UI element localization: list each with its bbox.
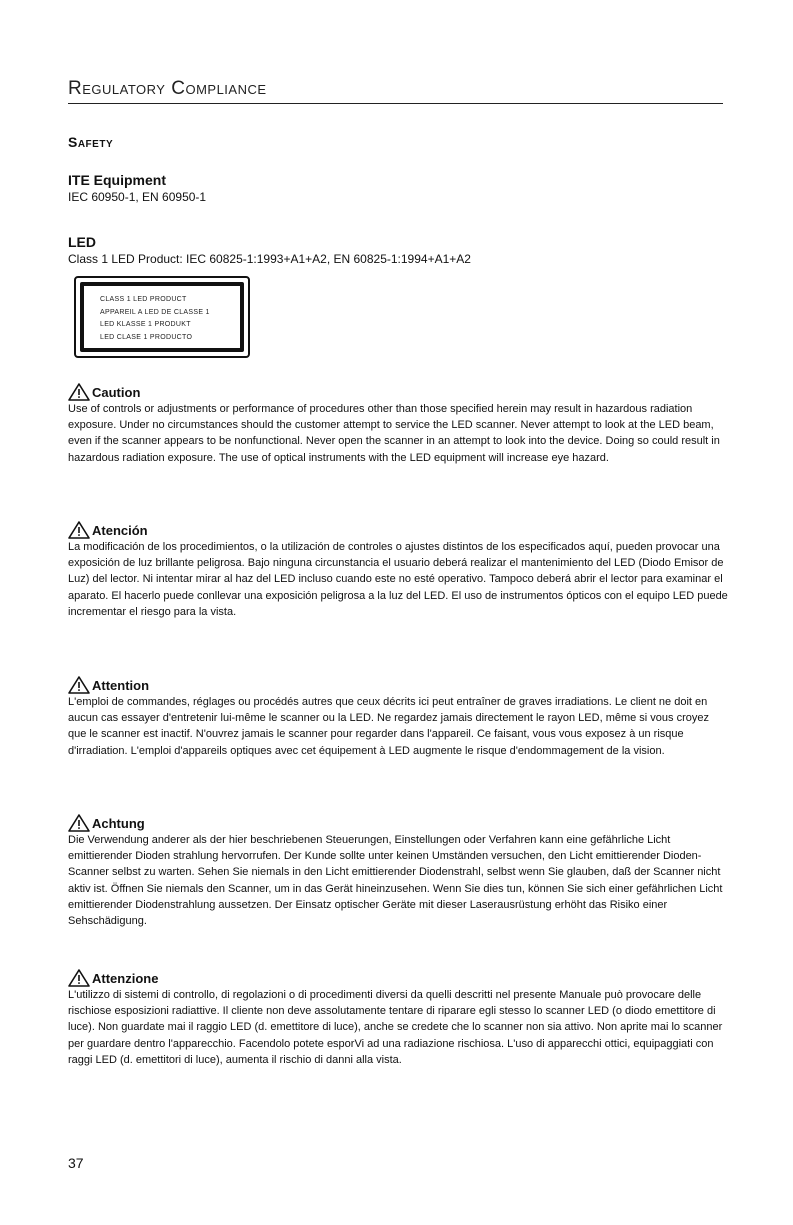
warning-triangle-icon — [68, 521, 90, 539]
section-title: Safety — [68, 134, 114, 150]
warning-triangle-icon — [68, 383, 90, 401]
warning-caution — [68, 383, 728, 466]
warning-title: Attention — [92, 677, 150, 693]
ite-standards: IEC 60950-1, EN 60950-1 — [68, 190, 207, 204]
warning-attention — [68, 676, 728, 759]
warning-title: Achtung — [92, 815, 145, 831]
warning-triangle-icon — [68, 969, 90, 987]
label-line: CLASS 1 LED PRODUCT — [100, 296, 187, 303]
label-line: APPAREIL A LED DE CLASSE 1 — [100, 308, 210, 316]
led-heading: LED — [68, 234, 96, 250]
label-body — [84, 286, 240, 348]
led-product: Class 1 LED Product: IEC 60825-1:1993+A1+A2, EN 60825-1:1994+A1+A2 — [68, 252, 471, 266]
warning-heading — [68, 814, 728, 832]
warning-heading — [68, 521, 728, 539]
page-number: 37 — [68, 1155, 84, 1171]
warning-text: L'utilizzo di sistemi di controllo, di regolazioni o di procedimenti diversi da quelli descritti nel presente Manuale può provocare delle rischiose esposizioni radiattive. Il cliente non deve assolutamente tentare di riparare egli stesso lo scanner LED (o diodo emettitore di luce). Non guardate mai il raggio LED (d. emettitore di luce), anche se credete che lo scanner non sia attivo. Non aprite mai lo scanner per guardare dentro l'apparecchio. Facendolo potete esporVi ad una radiazione rischiosa. L'uso di apparecchi ottici, equipaggiati con raggi LED (d. emettitori di luce), aumenta il rischio di danni alla vista. — [68, 989, 723, 1066]
chapter-header: Regulatory Compliance — [68, 78, 723, 104]
warning-text: L'emploi de commandes, réglages ou procédés autres que ceux décrits ici peut entraîner de graves irradiations. Le client ne doit en aucun cas essayer d'entretenir lui-même le scanner ou la LED. Ne regardez jamais directement le rayon LED, même si vous croyez que le scanner est inactif. N'ouvrez jamais le scanner pour regarder dans l'appareil. Ce faisant, vous vous exposez à un risque d'irradiation. L'emploi d'appareils optiques avec cet équipement à LED augmente le risque d'endommagement de la vision. — [68, 696, 709, 757]
warning-title: Atención — [92, 522, 148, 538]
label-border — [80, 282, 244, 352]
led-section — [68, 234, 728, 267]
warning-heading — [68, 969, 728, 987]
label-line: LED CLASE 1 PRODUCTO — [100, 333, 193, 341]
warning-atencion — [68, 521, 728, 620]
warning-triangle-icon — [68, 676, 90, 694]
warning-text: Die Verwendung anderer als der hier beschriebenen Steuerungen, Einstellungen oder Verfahren kann eine gefährliche Licht emittierender Dioden strahlung hervorrufen. Der Kunde sollte unter keinen Umständen versuchen, den Licht emittierender Dioden-Scanner selbst zu warten. Sehen Sie niemals in den Licht emittierender Diodenstrahl, selbst wenn Sie glauben, daß der Scanner nicht aktiv ist. Öffnen Sie niemals den Scanner, um in das Gerät hineinzusehen. Wenn Sie dies tun, können Sie sich einer gefährlichen Licht emittierender Diodenstrahlung aussetzen. Der Einsatz optischer Geräte mit dieser Laserausrüstung erhöht das Risiko einer Sehschädigung. — [68, 834, 723, 928]
warning-triangle-icon — [68, 814, 90, 832]
ite-section — [68, 172, 728, 205]
warning-title: Attenzione — [92, 970, 159, 986]
led-class-label — [74, 276, 250, 358]
warning-title: Caution — [92, 384, 141, 400]
warning-achtung — [68, 814, 728, 929]
label-line: LED KLASSE 1 PRODUKT — [100, 321, 191, 328]
ite-heading: ITE Equipment — [68, 172, 166, 188]
warning-heading — [68, 383, 728, 401]
warning-text: La modificación de los procedimientos, o la utilización de controles o ajustes distintos de los especificados aquí, pueden provocar una exposición de luz brillante peligrosa. Bajo ninguna circunstancia el usuario deberá realizar el mantenimiento del LED (Diodo Emisor de Luz) del lector. Ni intentar mirar al haz del LED incluso cuando este no esté operativo. Tampoco deberá abrir el lector para examinar el aparato. El hacerlo puede conllevar una exposición peligrosa a la luz del LED. El uso de instrumentos ópticos con el equipo LED puede incrementar el riesgo para la vista. — [68, 541, 728, 618]
warning-attenzione — [68, 969, 728, 1068]
warning-text: Use of controls or adjustments or performance of procedures other than those specified herein may result in hazardous radiation exposure. Under no circumstances should the customer attempt to service the LED scanner. Never attempt to look at the LED beam, even if the scanner appears to be nonfunctional. Never open the scanner in an attempt to look into the device. Doing so could result in hazardous radiation exposure. The use of optical instruments with the LED equipment will increase eye hazard. — [68, 403, 720, 464]
warning-heading — [68, 676, 728, 694]
